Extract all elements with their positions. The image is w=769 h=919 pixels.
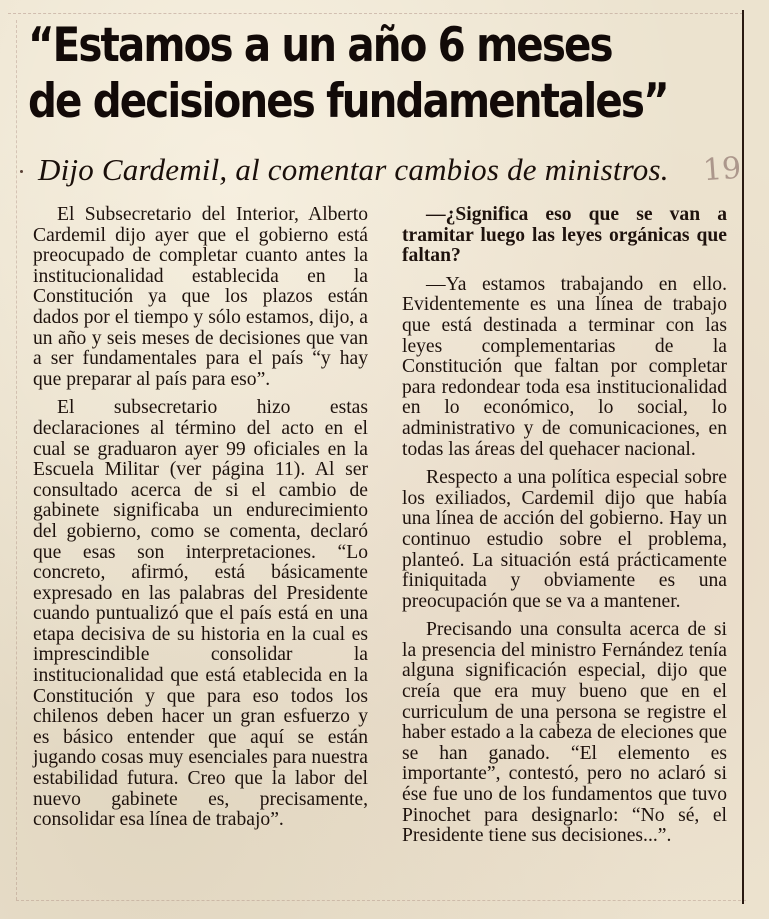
paragraph: —Ya estamos trabajando en ello. Evidentemente es una línea de trabajo que está destinada a terminar con las leyes complementarias de la Constitución que faltan por completar para redondear toda esa institucionalidad en lo económico, lo social, lo administrativo y de comunicaciones, en todas las áreas del quehacer nacional. <box>402 273 727 460</box>
subheadline: Dijo Cardemil, al comentar cambios de ministros. <box>38 152 669 187</box>
headline <box>28 18 668 130</box>
headline-line-1: “Estamos a un año 6 meses <box>28 18 612 73</box>
article-column-left <box>33 205 368 839</box>
paragraph: Respecto a una política especial sobre los exiliados, Cardemil dijo que había una línea de acción del gobierno. Hay un continuo estudio sobre el problema, planteó. La situación está prácticamente finiquitada y obviamente es una preocupación que se va a mantener. <box>402 467 727 612</box>
ink-speck <box>20 170 23 173</box>
clipping-edge-top <box>8 13 743 14</box>
paragraph: Precisando una consulta acerca de si la presencia del ministro Fernández tenía alguna significación especial, dijo que creía que era muy bueno que en el curriculum de una persona se registre el haber estado a la cabeza de eleciones que se han ganado. “El elemento es importante”, contestó, pero no aclaró si ése fue uno de los fundamentos que tuvo Pinochet para designarlo: “No sé, el Presidente tiene sus decisiones...”. <box>402 619 727 847</box>
column-rule-right <box>742 10 744 904</box>
paragraph: El subsecretario hizo estas declaraciones al término del acto en el cual se graduaron ayer 99 oficiales en la Escuela Militar (ver página 11). Al ser consultado acerca de si el cambio de gabinete significaba un endurecimiento del gobierno, como se comenta, declaró que esas son interpretaciones. “Lo concreto, afirmó, está básicamente expresado en las palabras del Presidente cuando puntualizó que el país está en una etapa decisiva de su historia en la cual es imprescindible consolidar la institucionalidad que está etablecida en la Constitución y que para eso todos los chilenos deben hacer un gran esfuerzo y es básico entender que aquí se están jugando cosas muy esenciales para nuestra estabilidad futura. Creo que la labor del nuevo gabinete es, precisamente, consolidar esa línea de trabajo”. <box>33 397 368 831</box>
handwritten-page-mark: 19 <box>701 150 743 189</box>
paragraph: El Subsecretario del Interior, Alberto Cardemil dijo ayer que el gobierno está preocupado de completar cuanto antes la institucionalidad establecida en la Constitución ya que los plazos están dados por el tiempo y sólo estamos, dijo, a un año y seis meses de decisiones que van a ser fundamentales para el país “y hay que preparar al país para eso”. <box>33 204 368 390</box>
headline-line-2: de decisiones fundamentales” <box>28 74 668 129</box>
article-column-right <box>402 205 727 855</box>
clipping-edge-left <box>16 20 17 900</box>
clipping-edge-bottom <box>16 900 746 901</box>
interview-question: —¿Significa eso que se van a tramitar luego las leyes orgánicas que faltan? <box>402 204 727 267</box>
